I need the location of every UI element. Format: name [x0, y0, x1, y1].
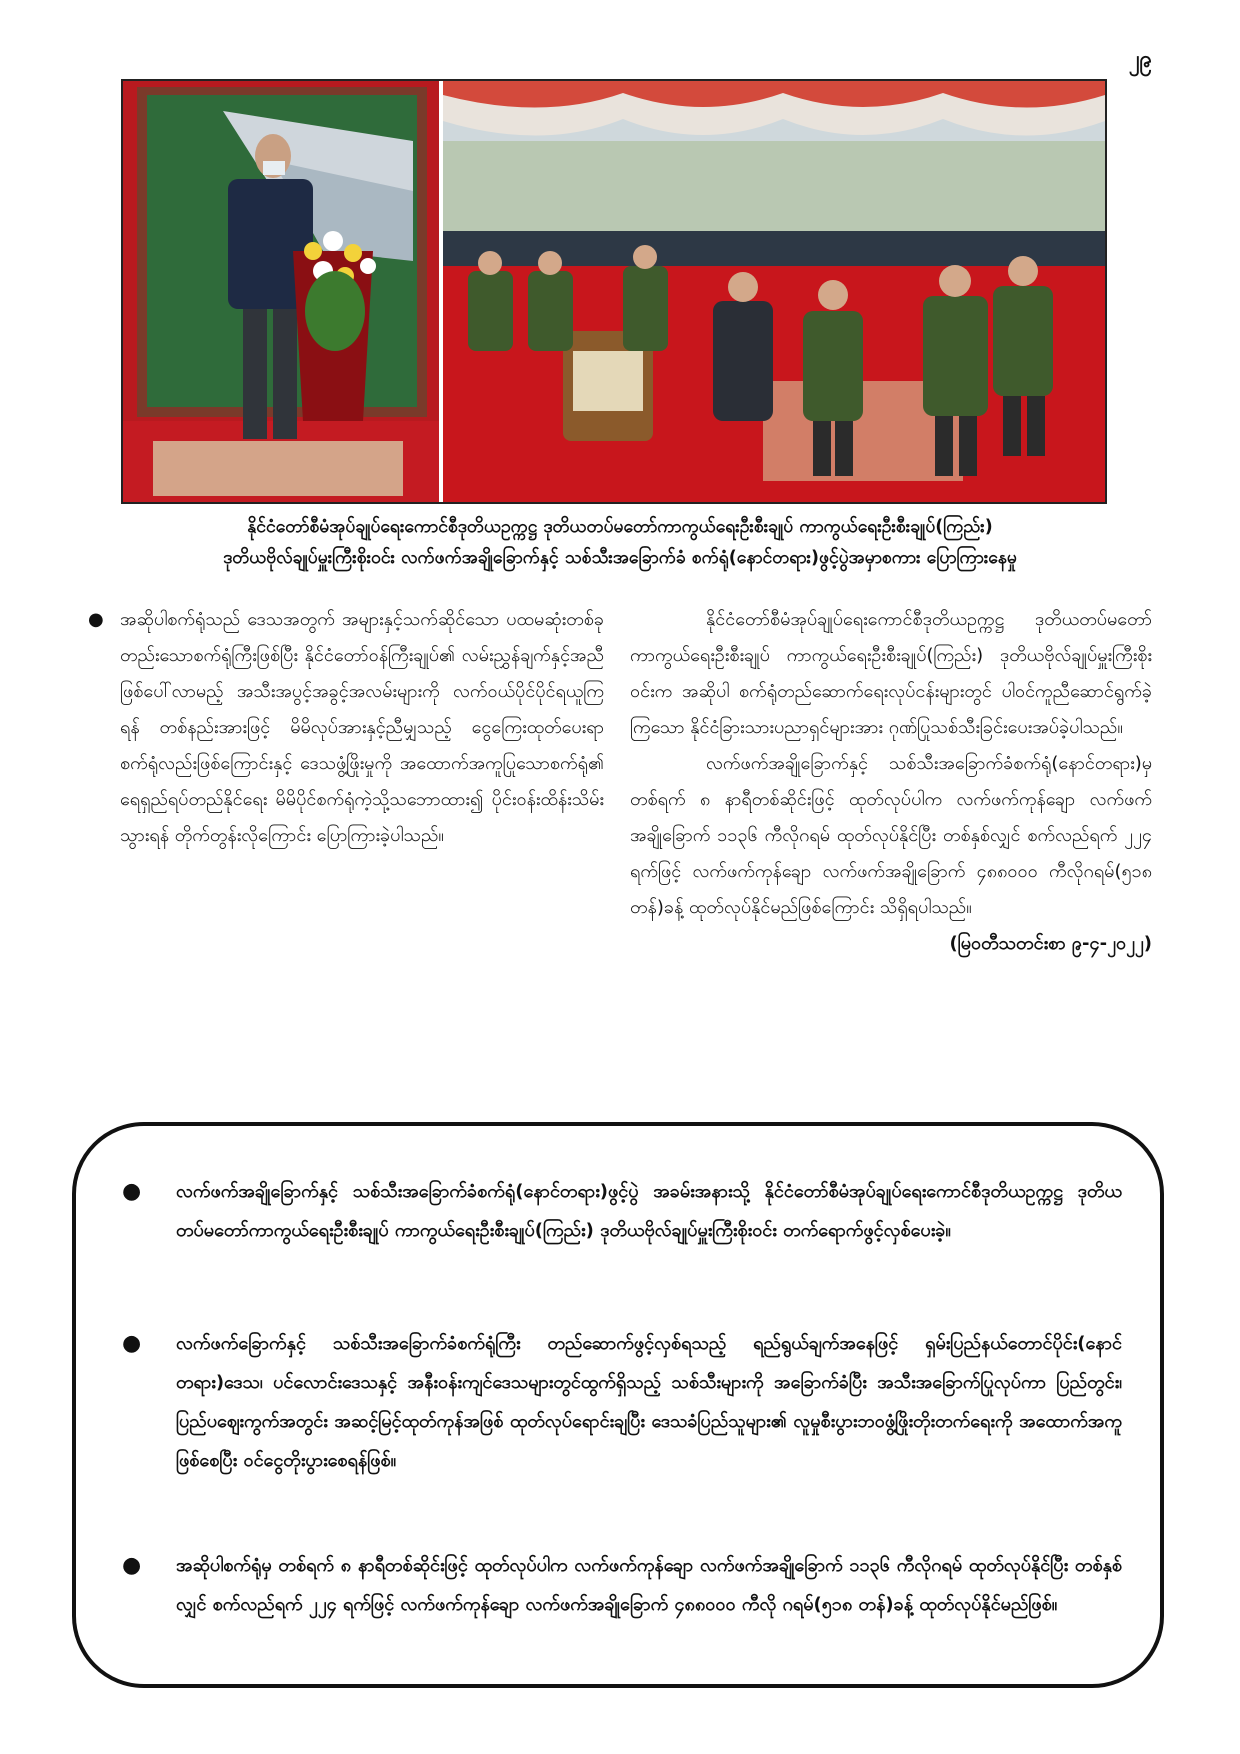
summary-item: [122, 1172, 1122, 1250]
article-column-left: [82, 602, 604, 854]
page-number: ၂၉: [1128, 47, 1152, 72]
event-photo: [121, 79, 1107, 504]
photo-caption: [100, 512, 1140, 574]
article-source: (မြဝတီသတင်းစာ ၉-၄-၂၀၂၂): [949, 933, 1152, 954]
summary-item-text: လက်ဖက်အချိုခြောက်နှင့် သစ်သီးအခြောက်ခံစက်ရုံ(နောင်တရား)ဖွင့်ပွဲ အခမ်းအနားသို့ နိုင်ငံတော်စီမံအုပ်ချုပ်ရေးကောင်စီဒုတိယဥက္ကဋ္ဌ ဒုတိယတပ်မတော်ကာကွယ်ရေးဦးစီးချုပ် ကာကွယ်ရေးဦးစီးချုပ်(ကြည်း) ဒုတိယဗိုလ်ချုပ်မှူးကြီးစိုးဝင်း တက်ရောက်ဖွင့်လှစ်ပေးခဲ့။: [176, 1181, 1122, 1241]
summary-item-text: လက်ဖက်ခြောက်နှင့် သစ်သီးအခြောက်ခံစက်ရုံကြီး တည်ဆောက်ဖွင့်လှစ်ရသည့် ရည်ရွယ်ချက်အနေဖြင့် ရှမ်းပြည်နယ်တောင်ပိုင်း(နောင်တရား)ဒေသ၊ ပင်လောင်းဒေသနှင့် အနီးဝန်းကျင်ဒေသများတွင်ထွက်ရှိသည့် သစ်သီးများကို အခြောက်ခံပြီး အသီးအခြောက်ပြုလုပ်ကာ ပြည်တွင်း၊ ပြည်ပဈေးကွက်အတွင်း အဆင့်မြင့်ထုတ်ကုန်အဖြစ် ထုတ်လုပ်ရောင်းချပြီး ဒေသခံပြည်သူများ၏ လူမှုစီးပွားဘဝဖွံ့ဖြိုးတိုးတက်ရေးကို အထောက်အကူဖြစ်စေပြီး ဝင်ငွေတိုးပွားစေရန်ဖြစ်။: [176, 1333, 1122, 1471]
article-bullet-paragraph: [82, 602, 604, 854]
audience-photo: [443, 81, 1105, 502]
article-paragraph-3: လက်ဖက်အချိုခြောက်နှင့် သစ်သီးအခြောက်ခံစက်ရုံ(နောင်တရား)မှ တစ်ရက် ၈ နာရီတစ်ဆိုင်းဖြင့် ထုတ်လုပ်ပါက လက်ဖက်ကုန်ချော လက်ဖက်အချိုခြောက် ၁၁၃၆ ကီလိုဂရမ် ထုတ်လုပ်နိုင်ပြီး တစ်နှစ်လျှင် စက်လည်ရက် ၂၂၄ ရက်ဖြင့် လက်ဖက်ကုန်ချော လက်ဖက်အချိုခြောက် ၄၈၈၀၀၀ ကီလိုဂရမ်(၅၁၈ တန်)ခန့် ထုတ်လုပ်နိုင်မည်ဖြစ်ကြောင်း သိရှိရပါသည်။: [630, 753, 1152, 918]
caption-line-1: နိုင်ငံတော်စီမံအုပ်ချုပ်ရေးကောင်စီဒုတိယဥက္ကဋ္ဌ ဒုတိယတပ်မတော်ကာကွယ်ရေးဦးစီးချုပ် ကာကွယ်ရေးဦးစီးချုပ်(ကြည်း): [247, 517, 993, 537]
bullet-icon: ●: [122, 1553, 142, 1578]
article-paragraph-1: အဆိုပါစက်ရုံသည် ဒေသအတွက် အများနှင့်သက်ဆိုင်သော ပထမဆုံးတစ်ခုတည်းသောစက်ရုံကြီးဖြစ်ပြီး နိုင်ငံတော်ဝန်ကြီးချုပ်၏ လမ်းညွှန်ချက်နှင့်အညီ ဖြစ်ပေါ်လာမည့် အသီးအပွင့်အခွင့်အလမ်းများကို လက်ဝယ်ပိုင်ပိုင်ရယူကြရန် တစ်နည်းအားဖြင့် မိမိလုပ်အားနှင့်ညီမျှသည့် ငွေကြေးထုတ်ပေးရာ စက်ရုံလည်းဖြစ်ကြောင်းနှင့် ဒေသဖွံ့ဖြိုးမှုကို အထောက်အကူပြုသောစက်ရုံ၏ ရေရှည်ရပ်တည်နိုင်ရေး မိမိပိုင်စက်ရုံကဲ့သို့သဘောထား၍ ပိုင်းဝန်းထိန်းသိမ်းသွားရန် တိုက်တွန်းလိုကြောင်း ပြောကြားခဲ့ပါသည်။: [120, 609, 604, 846]
summary-item: [122, 1546, 1122, 1624]
summary-item-text: အဆိုပါစက်ရုံမှ တစ်ရက် ၈ နာရီတစ်ဆိုင်းဖြင့် ထုတ်လုပ်ပါက လက်ဖက်ကုန်ချော လက်ဖက်အချိုခြောက် ၁၁၃၆ ကီလိုဂရမ် ထုတ်လုပ်နိုင်ပြီး တစ်နှစ်လျှင် စက်လည်ရက် ၂၂၄ ရက်ဖြင့် လက်ဖက်ကုန်ချော လက်ဖက်အချိုခြောက် ၄၈၈၀၀၀ ကီလို ဂရမ်(၅၁၈ တန်)ခန့် ထုတ်လုပ်နိုင်မည်ဖြစ်။: [176, 1555, 1122, 1615]
article-paragraph-2: နိုင်ငံတော်စီမံအုပ်ချုပ်ရေးကောင်စီဒုတိယဥက္ကဋ္ဌ ဒုတိယတပ်မတော်ကာကွယ်ရေးဦးစီးချုပ် ကာကွယ်ရေးဦးစီးချုပ်(ကြည်း) ဒုတိယဗိုလ်ချုပ်မှူးကြီးစိုးဝင်းက အဆိုပါ စက်ရုံတည်ဆောက်ရေးလုပ်ငန်းများတွင် ပါဝင်ကူညီဆောင်ရွက်ခဲ့ကြသော နိုင်ငံခြားသားပညာရှင်များအား ဂုဏ်ပြုသစ်သီးခြင်းပေးအပ်ခဲ့ပါသည်။: [630, 609, 1152, 738]
article-column-right: [630, 602, 1152, 962]
speaker-photo: [123, 81, 439, 502]
caption-line-2: ဒုတိယဗိုလ်ချုပ်မှူးကြီးစိုးဝင်း လက်ဖက်အချိုခြောက်နှင့် သစ်သီးအခြောက်ခံ စက်ရုံ(နောင်တရား)ဖွင့်ပွဲအမှာစကား ပြောကြားနေမှု: [223, 548, 1017, 568]
summary-item: [122, 1324, 1122, 1480]
bullet-icon: ●: [88, 609, 104, 630]
bullet-icon: ●: [122, 1331, 142, 1356]
summary-box: [72, 1122, 1164, 1688]
bullet-icon: ●: [122, 1179, 142, 1204]
